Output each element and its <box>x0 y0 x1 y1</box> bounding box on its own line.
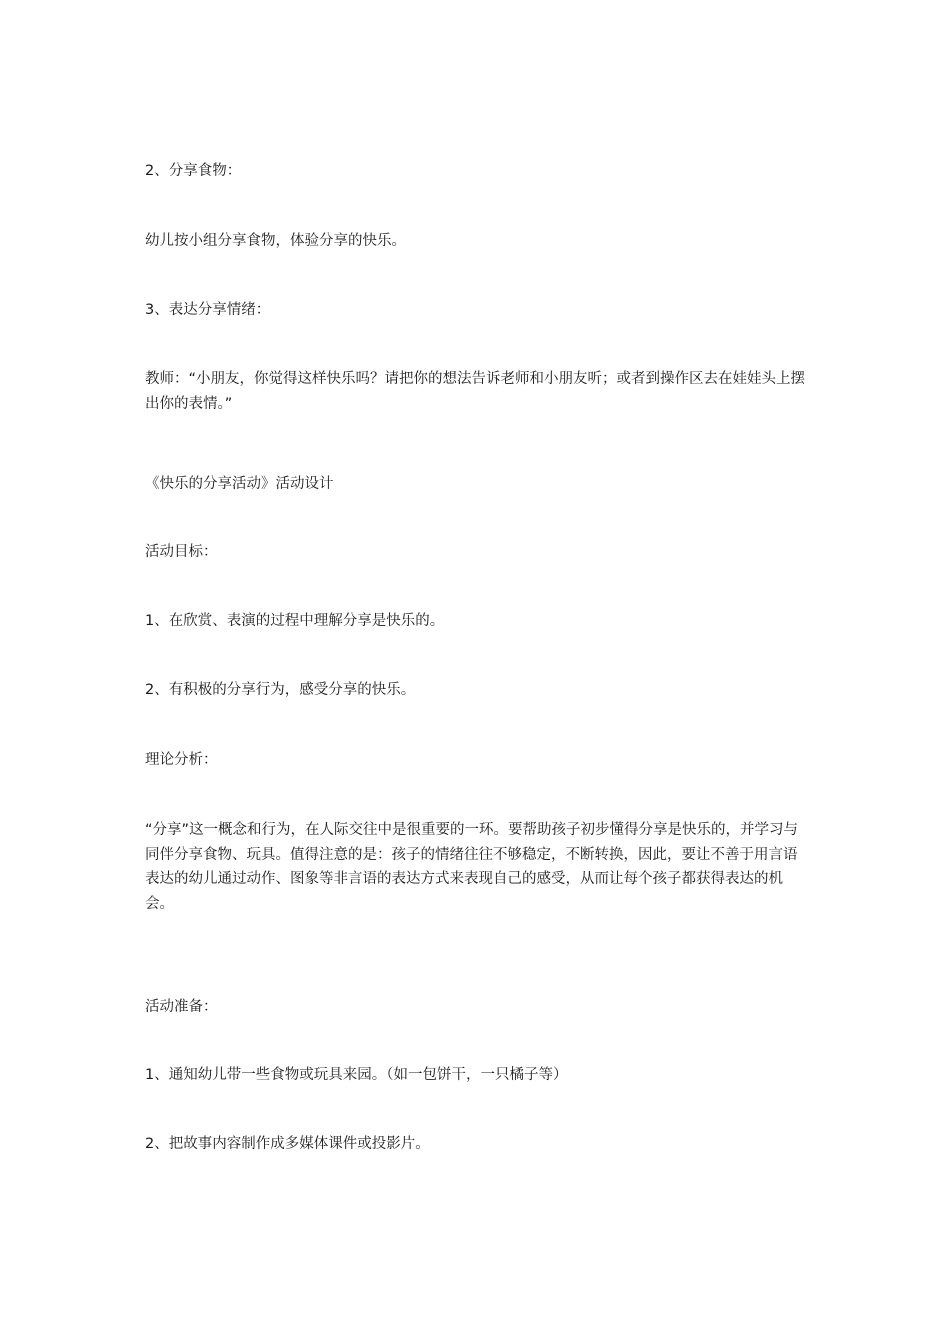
paragraph-share-food-heading: 2、分享食物： <box>145 163 242 179</box>
paragraph-express-emotion-heading: 3、表达分享情绪： <box>145 302 271 318</box>
paragraph-preparation-1: 1、通知幼儿带一些食物或玩具来园。（如一包饼干，一只橘子等） <box>145 1067 568 1083</box>
paragraph-share-food-body: 幼儿按小组分享食物，体验分享的快乐。 <box>145 233 406 249</box>
paragraph-goal-1: 1、在欣赏、表演的过程中理解分享是快乐的。 <box>145 613 445 629</box>
paragraph-theory-body: “分享”这一概念和行为，在人际交往中是很重要的一环。要帮助孩子初步懂得分享是快乐的，并学习与同伴分享食物、玩具。值得注意的是：孩子的情绪往往不够稳定，不断转换，因此，要让不善于用言语表达的幼儿通过动作、图象等非言语的表达方式来表现自己的感受，从而让每个孩子都获得表达的机会。 <box>145 822 799 912</box>
paragraph-activity-goals-heading: 活动目标： <box>145 544 218 560</box>
paragraph-theory-heading: 理论分析： <box>145 752 218 768</box>
paragraph-teacher-quote: 教师：“小朋友，你觉得这样快乐吗？请把你的想法告诉老师和小朋友听；或者到操作区去在娃娃头上摆出你的表情。” <box>145 371 806 412</box>
paragraph-preparation-2: 2、把故事内容制作成多媒体课件或投影片。 <box>145 1136 430 1152</box>
paragraph-activity-design-title: 《快乐的分享活动》活动设计 <box>145 476 334 492</box>
paragraph-preparation-heading: 活动准备： <box>145 999 218 1015</box>
paragraph-goal-2: 2、有积极的分享行为，感受分享的快乐。 <box>145 682 416 698</box>
